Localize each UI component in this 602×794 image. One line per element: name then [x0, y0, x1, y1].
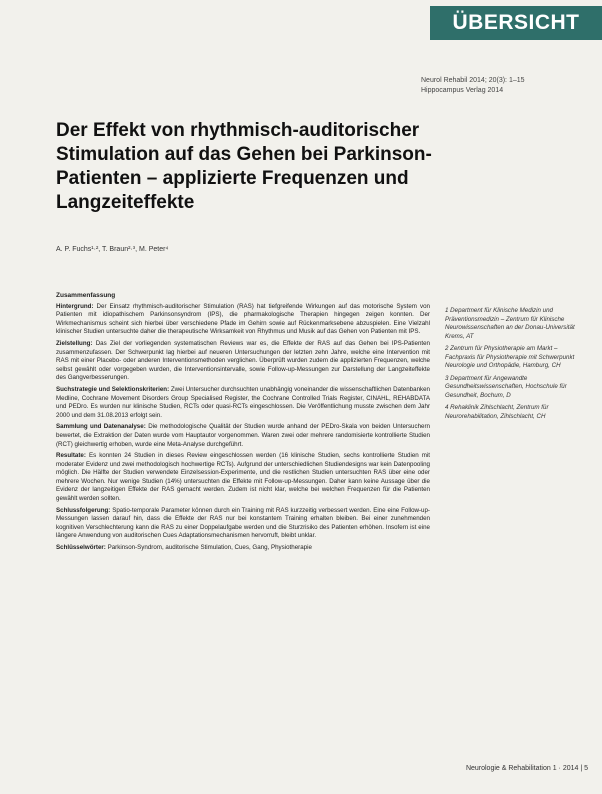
abstract-paragraph	[56, 507, 430, 541]
article-title: Der Effekt von rhythmisch-auditorischer Stimulation auf das Gehen bei Parkinson-Patienten – applizierte Frequenzen und Langzeiteffekte	[56, 120, 432, 213]
abstract-paragraph	[56, 452, 430, 504]
paragraph-lead: Schlussfolgerung:	[56, 506, 111, 514]
abstract-paragraph	[56, 340, 430, 383]
abstract-paragraph	[56, 303, 430, 337]
abstract-paragraph	[56, 386, 430, 420]
page-footer: Neurologie & Rehabilitation 1 · 2014 | 5	[465, 765, 588, 772]
affiliation: 2 Zentrum für Physiotherapie am Markt – Fachpraxis für Physiotherapie mit Schwerpunkt Neurologie und Orthopädie, Hamburg, CH	[445, 345, 575, 369]
abstract-paragraph	[56, 423, 430, 449]
paragraph-text: Der Einsatz rhythmisch-auditorischer Stimulation (RAS) hat tiefgreifende Wirkungen auf das motorische System von Patienten mit idiopathischem Parkinsonsyndrom (IPS), die pharmakologische Therapien hingegen zeigen konnten. Der Wirkmechanismus scheint sich hierbei über verschiedene Pfade im Gehirn sowie auf Rückenmarksebene abzuspielen. Eine Vielzahl klinischer Studien untersuchte daher die therapeutische Wirksamkeit von Rhythmus und Musik auf das Gehen von Patienten mit IPS.	[56, 302, 430, 336]
affiliation: 3 Department für Angewandte Gesundheitswissenschaften, Hochschule für Gesundheit, Bochum, D	[445, 374, 567, 399]
abstract-heading: Zusammenfassung	[56, 292, 116, 299]
paragraph-text: Es konnten 24 Studien in dieses Review eingeschlossen werden (16 klinische Studien, sechs kontrollierte Studien mit moderater Evidenz und zwei methodologisch hochwertige RCTs). Aufgrund der unterschiedlichen Studiendesigns war kein Datenpooling möglich. Die Hälfte der Studien verwendete Einzelsession-Experimente, und die restlichen Studien untersuchten RAS über eine oder mehrere Wochen. Nur wenige Studien (14%) untersuchten die Effekte mit Follow-up-Messungen. Daher kann keine Aussage über die Evidenz der langzeitigen Effekte der RAS gemacht werden. Zudem ist nicht klar, welche bei welchen Frequenzen für die Patienten gewählt werden sollten.	[56, 452, 430, 503]
paragraph-text: Die methodologische Qualität der Studien wurde anhand der PEDro-Skala von beiden Untersuchern bewertet, die Extraktion der Daten wurde vom Hauptautor vorgenommen. Waren zwei oder mehrere randomisierte kontrollierte Studien (RCT) gleichwertig erhoben, wurde eine Meta-Analyse durchgeführt.	[56, 423, 430, 448]
paragraph-lead: Sammlung und Datenanalyse:	[56, 423, 146, 431]
affiliations	[445, 307, 585, 425]
paragraph-text: Zwei Untersucher durchsuchten unabhängig voneinander die wissenschaftlichen Datenbanken Medline, Cochrane Movement Disorders Group Specialised Register, the Cochrane Controlled Trials Register, CINAHL, REHABDATA und PEDro. Es wurden nur klinische Studien, RCTs oder quasi-RCTs eingeschlossen. Die Veröffentlichung musste zwischen dem Jahr 2000 und dem 31.08.2013 erfolgt sein.	[56, 385, 430, 419]
journal-citation: Neurol Rehabil 2014; 20(3): 1–15	[421, 77, 525, 84]
affiliation: 4 Rehaklinik Zihlschlacht, Zentrum für Neurorehabilitation, Zihlschlacht, CH	[445, 404, 549, 420]
paragraph-text: Spatio-temporale Parameter können durch ein Training mit RAS kurzzeitig verbessert werden. Eine eine Follow-up-Messungen lassen darauf hin, dass die Effekte der RAS nur bei konstantem Training erhalten bleiben. Bei einer zunehmenden kognitiven Verschlechterung kann die RAS zu einer Doppelaufgabe werden und die Sturzrisiko des Patienten erhöhen. Insofern ist eine längere Anwendung von auditorischen Cues Adaptationsmechanismen hervorruft, bleibt unklar.	[56, 506, 430, 540]
paragraph-lead: Zielstellung:	[56, 339, 93, 347]
keywords-text: Parkinson-Syndrom, auditorische Stimulation, Cues, Gang, Physiotherapie	[107, 544, 312, 552]
journal-meta	[421, 76, 597, 96]
author-list: A. P. Fuchs¹·², T. Braun²·³, M. Peter⁴	[56, 246, 169, 253]
abstract	[56, 292, 430, 556]
paragraph-lead: Suchstrategie und Selektionskriterien:	[56, 385, 170, 393]
keywords	[56, 544, 430, 553]
publisher-line: Hippocampus Verlag 2014	[421, 87, 504, 94]
keywords-label: Schlüsselwörter:	[56, 544, 106, 552]
paragraph-lead: Resultate:	[56, 452, 86, 460]
paragraph-lead: Hintergrund:	[56, 302, 94, 310]
paragraph-text: Das Ziel der vorliegenden systematischen Reviews war es, die Effekte der RAS auf das Gehen bei IPS-Patienten zusammenzufassen. Der Schwerpunkt lag hierbei auf neueren Untersuchungen der letzten zehn Jahre, welche eine Intervention mit RAS mit einer Placebo- oder anderen Interventionsmethoden verglichen. Überprüft wurden zudem die applizierten Frequenzen, welche selbst gewählt oder vorgegeben wurden, die Interventionsintervalle, sowie Follow-up-Messungen zur Darstellung der Langzeiteffekte des Gangverbesserungen.	[56, 339, 430, 382]
section-banner: ÜBERSICHT	[430, 6, 602, 40]
affiliation: 1 Department für Klinische Medizin und Präventionsmedizin – Zentrum für Klinische Neurowissenschaften an der Donau-Universität Krems, AT	[445, 307, 575, 340]
